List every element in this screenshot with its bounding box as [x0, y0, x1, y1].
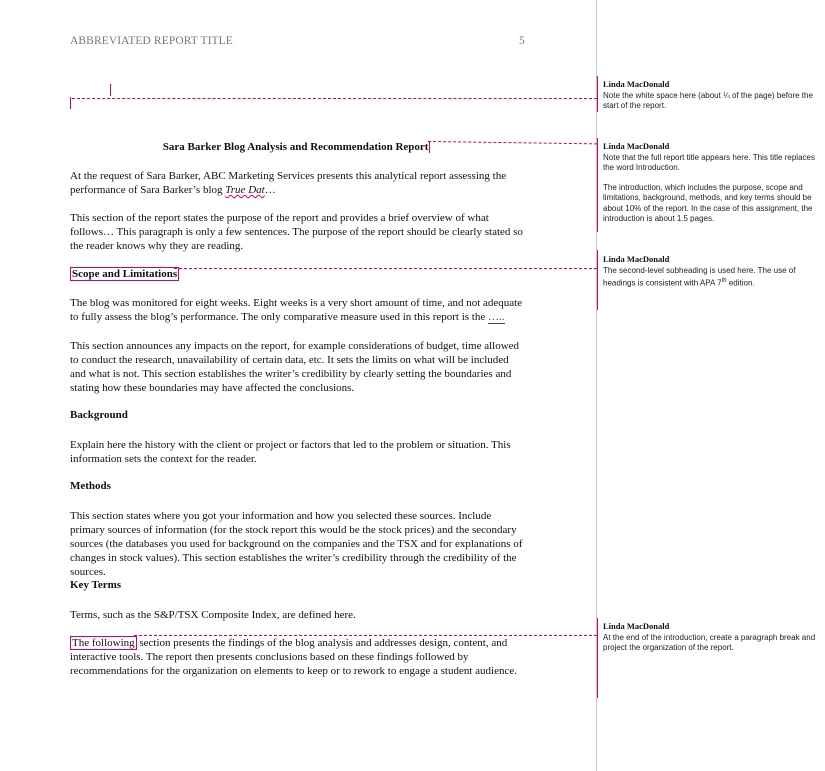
keyterms-paragraph: Terms, such as the S&P/TSX Composite Index, are defined here. — [70, 609, 356, 621]
comment-anchor-marker — [110, 84, 111, 96]
background-heading: Background — [70, 409, 128, 421]
comments-pane — [597, 0, 825, 771]
comment-text: Note that the full report title appears here. This title replaces the word Introduction. — [603, 152, 815, 172]
comment-text: Note the white space here (about ¼ of the page) before the start of the report. — [603, 90, 813, 110]
commented-text[interactable]: The following — [72, 637, 135, 649]
comment-author: Linda MacDonald — [603, 141, 670, 151]
comparative-measure-link[interactable]: ….. — [488, 311, 505, 323]
comment-text: The second-level subheading is used here. The use of headings is consistent with APA 7th edition. — [603, 265, 796, 288]
report-title — [70, 141, 526, 153]
scope-paragraph: The blog was monitored for eight weeks. Eight weeks is a very short amount of time, and not adequate to fully assess the blog’s performance. The only comparative measure used in this report is the ….. — [70, 297, 523, 323]
report-title-text: Sara Barker Blog Analysis and Recommendation Report — [162, 141, 429, 153]
purpose-paragraph: This section of the report states the purpose of the report and provides a brief overview of what follows… This paragraph is only a few sentences. The purpose of the report should be clearly stated so the reader knows why they are reading. — [70, 212, 523, 252]
methods-heading: Methods — [70, 480, 111, 492]
comment-4[interactable] — [603, 621, 821, 654]
comment-author: Linda MacDonald — [603, 621, 670, 631]
comment-text: The introduction, which includes the purpose, scope and limitations, background, methods, and key terms should be about 10% of the report. In the case of this assignment, the introduction is about 1.5 pages. — [603, 182, 813, 223]
comment-bar — [597, 250, 598, 310]
page-number: 5 — [519, 35, 525, 47]
comment-1[interactable] — [603, 79, 821, 112]
comment-bar — [597, 76, 598, 112]
scope-heading: Scope and Limitations — [72, 268, 178, 280]
comment-connector — [72, 98, 597, 99]
comment-bar — [597, 138, 598, 232]
limitations-paragraph: This section announces any impacts on the report, for example considerations of budget, time allowed to conduct the research, unavailability of certain data, etc. It sets the limits on what will be included and what is not. This section establishes the writer’s credibility by clearly setting the boundaries and stating how these boundaries may have affected the conclusions. — [70, 340, 520, 394]
comment-connector — [134, 635, 597, 636]
comment-anchor-marker — [70, 97, 71, 109]
comment-connector — [174, 268, 597, 269]
keyterms-heading: Key Terms — [70, 579, 122, 591]
comment-text: At the end of the introduction, create a paragraph break and project the organization of the report. — [603, 632, 816, 652]
background-paragraph: Explain here the history with the client or project or factors that led to the problem or situation. This information sets the context for the reader. — [70, 439, 511, 465]
comment-2[interactable] — [603, 141, 821, 225]
comment-author: Linda MacDonald — [603, 79, 670, 89]
comment-author: Linda MacDonald — [603, 254, 670, 264]
comment-bar — [597, 618, 598, 698]
comment-3[interactable] — [603, 254, 821, 289]
comment-anchor-marker — [429, 141, 433, 153]
closing-paragraph: The following section presents the findings of the blog analysis and addresses design, content, and interactive tools. The report then presents conclusions based on these findings followed by recommendations for the organization on elements to keep or to rework to engage a student audience. — [70, 637, 517, 677]
running-head: ABBREVIATED REPORT TITLE — [70, 35, 233, 47]
intro-paragraph: At the request of Sara Barker, ABC Marketing Services presents this analytical report assessing the performance of Sara Barker’s blog True Dat… — [70, 170, 507, 196]
methods-paragraph: This section states where you got your information and how you selected these sources. Include primary sources of information (for the stock report this would be the stock prices) and the secondary sources (the databases you used for background on the companies and the TSX and for explanations of changes in stock values). This section establishes the writer’s credibility through the credibility of the sources. — [70, 510, 523, 578]
blog-name: True Dat — [225, 184, 265, 196]
